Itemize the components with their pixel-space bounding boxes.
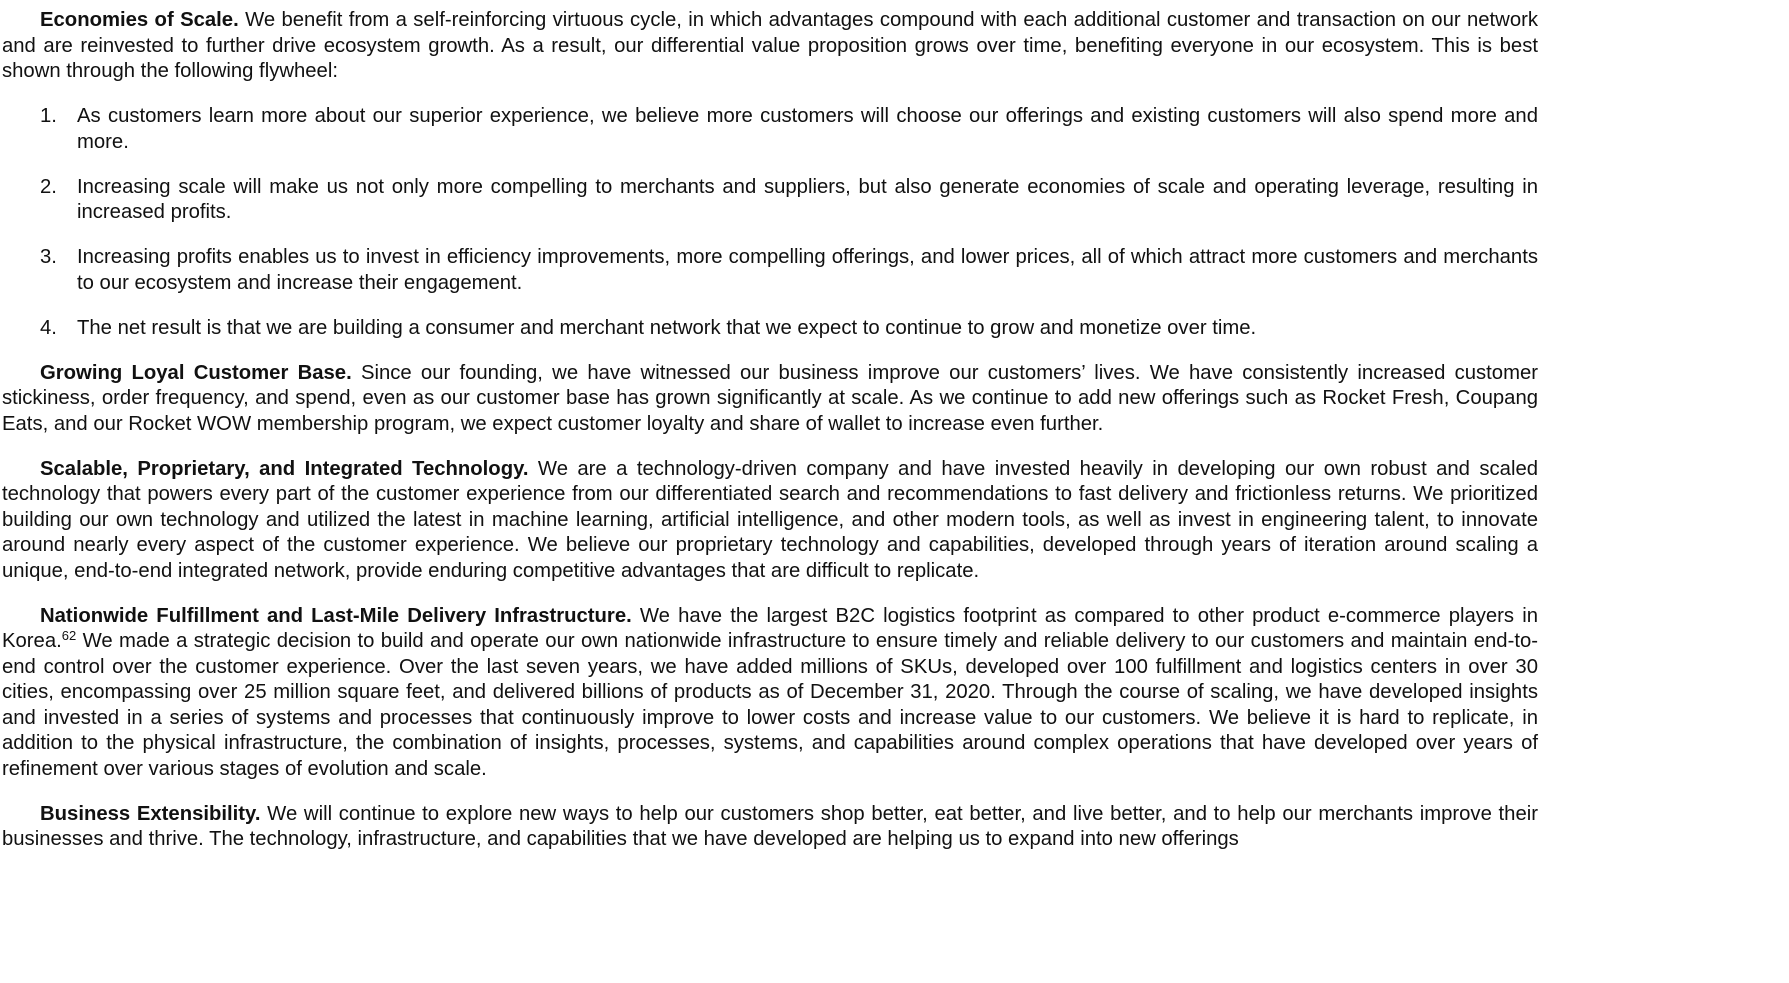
- paragraph-fulfillment-infrastructure: [2, 604, 1538, 783]
- paragraph-heading: Growing Loyal Customer Base.: [40, 361, 352, 384]
- list-item: [2, 175, 1538, 226]
- paragraph-text: Since our founding, we have witnessed our business improve our customers’ lives. We have consistently increased customer stickiness, order frequency, and spend, even as our customer base has grown significantly at scale. As we continue to add new offerings such as Rocket Fresh, Coupang Eats, and our Rocket WOW membership program, we expect customer loyalty and share of wallet to increase even further.: [2, 361, 1538, 435]
- paragraph-economies-of-scale: [2, 8, 1538, 85]
- paragraph-heading: Business Extensibility.: [40, 802, 261, 825]
- list-item-text: As customers learn more about our superior experience, we believe more customers will choose our offerings and existing customers will also spend more and more.: [77, 105, 1538, 153]
- list-item-number: 2.: [40, 175, 57, 198]
- list-item: [2, 104, 1538, 155]
- document-body: [2, 8, 1538, 872]
- paragraph-growing-loyal-customer-base: [2, 361, 1538, 438]
- paragraph-heading: Scalable, Proprietary, and Integrated Technology.: [40, 457, 529, 480]
- list-item-text: Increasing profits enables us to invest in efficiency improvements, more compelling offerings, and lower prices, all of which attract more customers and merchants to our ecosystem and increase their engagement.: [77, 246, 1538, 294]
- list-item: [2, 245, 1538, 296]
- list-item: [2, 316, 1538, 342]
- list-item-number: 4.: [40, 316, 57, 339]
- paragraph-text: We have the largest B2C logistics footprint as compared to other product e-commerce players in Korea.: [2, 604, 1538, 652]
- flywheel-list: [2, 104, 1538, 341]
- list-item-text: The net result is that we are building a consumer and merchant network that we expect to continue to grow and monetize over time.: [77, 316, 1257, 339]
- list-item-text: Increasing scale will make us not only more compelling to merchants and suppliers, but also generate economies of scale and operating leverage, resulting in increased profits.: [77, 175, 1538, 223]
- paragraph-business-extensibility: [2, 802, 1538, 853]
- footnote-reference[interactable]: 62: [61, 628, 77, 643]
- paragraph-heading: Economies of Scale.: [40, 9, 239, 31]
- paragraph-text-continued: We made a strategic decision to build and operate our own nationwide infrastructure to ensure timely and reliable delivery to our customers and maintain end-to-end control over the customer experience. Over the last seven years, we have added millions of SKUs, developed over 100 fulfillment and logistics centers in over 30 cities, encompassing over 25 million square feet, and delivered billions of products as of December 31, 2020. Through the course of scaling, we have developed insights and invested in a series of systems and processes that continuously improve to lower costs and increase value to our customers. We believe it is hard to replicate, in addition to the physical infrastructure, the combination of insights, processes, systems, and capabilities around complex operations that have developed over years of refinement over various stages of evolution and scale.: [2, 630, 1538, 780]
- list-item-number: 1.: [40, 105, 57, 127]
- list-item-number: 3.: [40, 246, 57, 268]
- paragraph-text: We are a technology-driven company and have invested heavily in developing our own robust and scaled technology that powers every part of the customer experience from our differentiated search and recommendations to fast delivery and frictionless returns. We prioritized building our own technology and utilized the latest in machine learning, artificial intelligence, and other modern tools, as well as invest in engineering talent, to innovate around nearly every aspect of the customer experience. We believe our proprietary technology and capabilities, developed through years of iteration around scaling a unique, end-to-end integrated network, provide enduring competitive advantages that are difficult to replicate.: [2, 457, 1539, 582]
- paragraph-text: We will continue to explore new ways to help our customers shop better, eat better, and live better, and to help our merchants improve their businesses and thrive. The technology, infrastructure, and capabilities that we have developed are helping us to expand into new offerings: [2, 802, 1538, 850]
- paragraph-scalable-technology: [2, 457, 1538, 585]
- paragraph-heading: Nationwide Fulfillment and Last-Mile Delivery Infrastructure.: [40, 604, 632, 627]
- paragraph-text: We benefit from a self-reinforcing virtuous cycle, in which advantages compound with each additional customer and transaction on our network and are reinvested to further drive ecosystem growth. As a result, our differential value proposition grows over time, benefiting everyone in our ecosystem. This is best shown through the following flywheel:: [2, 9, 1538, 82]
